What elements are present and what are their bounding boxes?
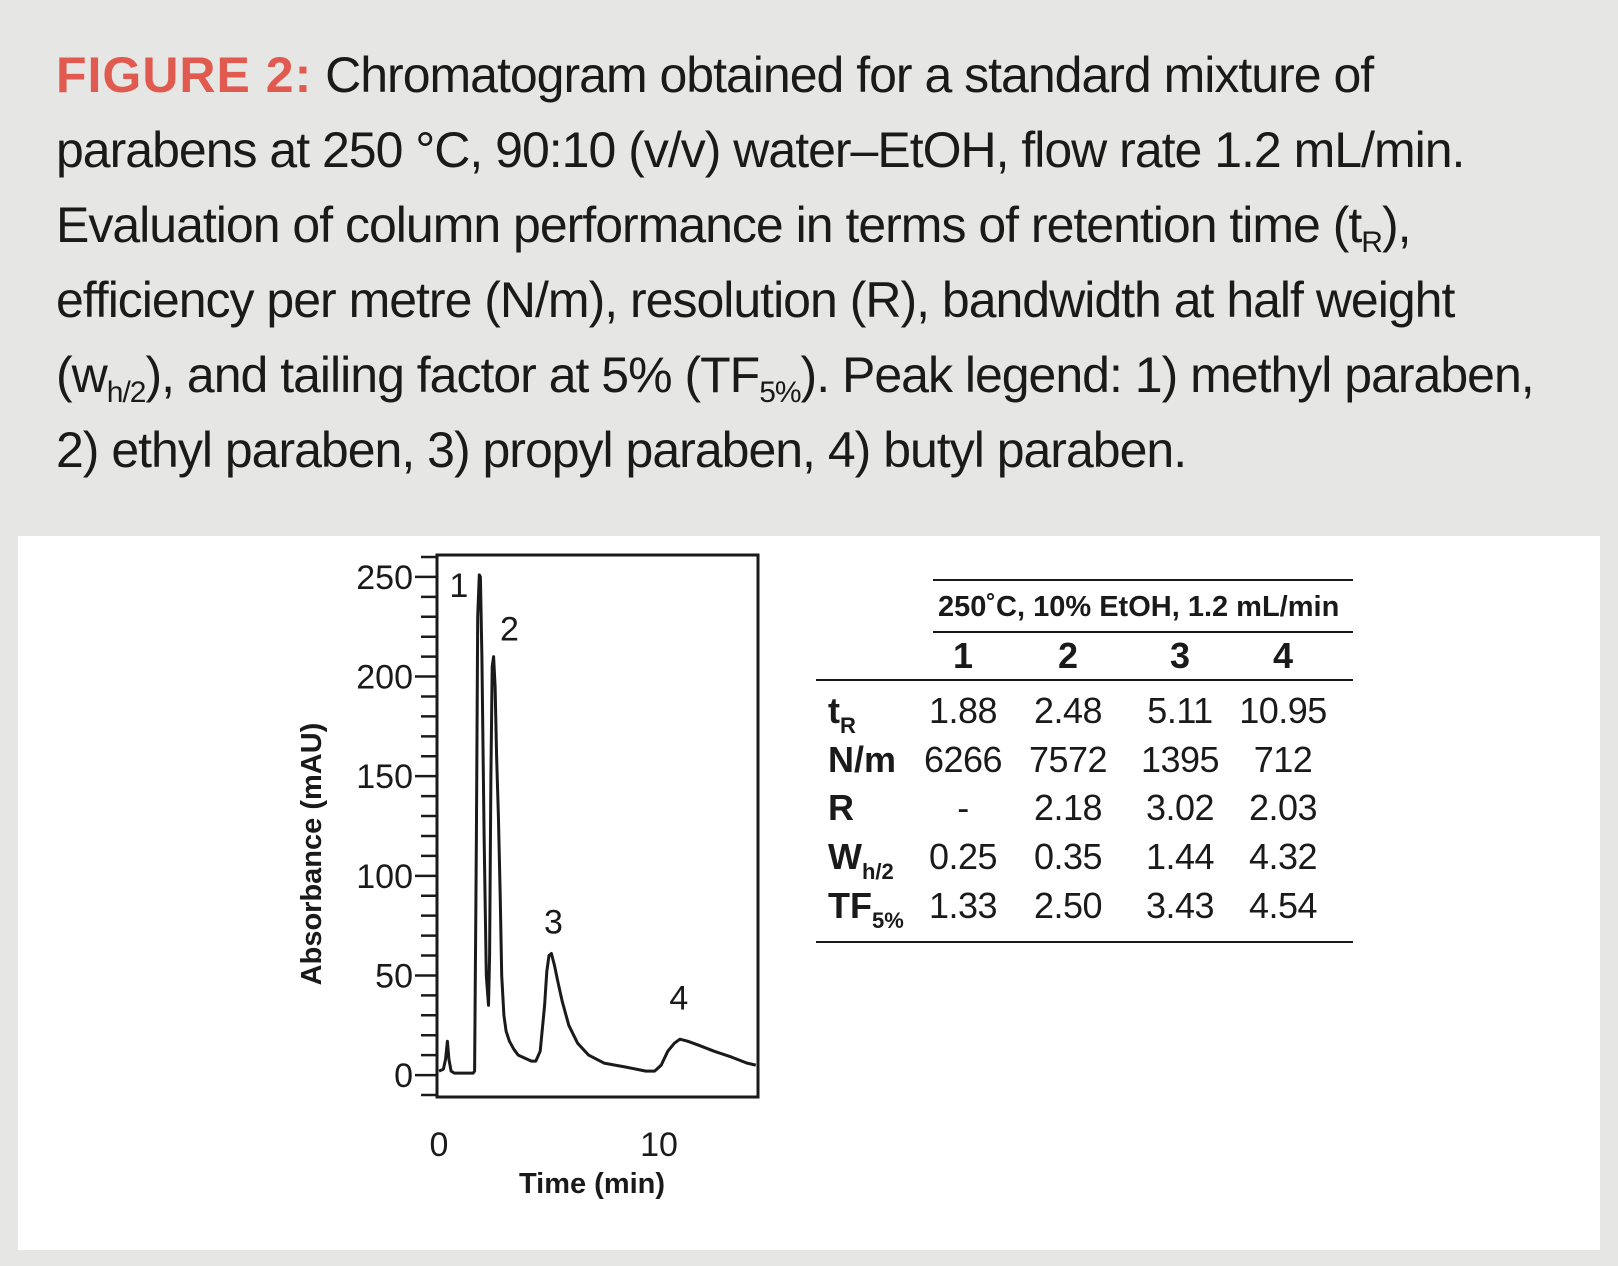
y-tick-label-50: 50 (375, 957, 413, 996)
chromatogram-trace (439, 575, 756, 1073)
caption-sub-1: R (1361, 226, 1382, 259)
y-minor-ticks (421, 557, 438, 1095)
table-cell: - (957, 787, 969, 828)
column-header-4: 4 (1272, 635, 1294, 676)
table-bottom-rule (816, 941, 1353, 943)
table-header-rule (933, 631, 1353, 633)
peak-label-3: 3 (543, 903, 563, 942)
peak-label-2: 2 (499, 610, 519, 649)
table-cell: 1.44 (1145, 836, 1215, 877)
caption-text-1: Chromatogram obtained for a standard mixture of parabens at 250 °C, 90:10 (v/v) water–EtOH, flow rate 1.2 mL/min. Evaluation of column performance in terms of retention time (t (56, 47, 1465, 253)
y-tick-label-100: 100 (356, 857, 413, 896)
y-tick-label-0: 0 (394, 1057, 413, 1096)
caption-text-4: ). Peak legend: 1) methyl paraben, 2) ethyl paraben, 3) propyl paraben, 4) butyl paraben. (56, 347, 1534, 478)
table-header: 250˚C, 10% EtOH, 1.2 mL/min (938, 591, 1340, 623)
table-cell: 2.48 (1033, 690, 1103, 731)
row-label-text: R (828, 787, 854, 828)
caption-sub-3: 5% (759, 376, 801, 409)
table-cell: 10.95 (1239, 690, 1327, 731)
table-cell: 2.03 (1248, 787, 1318, 828)
column-header-3: 3 (1169, 635, 1191, 676)
table-cell: 1.33 (928, 885, 998, 926)
caption-text-2: ), efficiency per metre (N/m), resolution (R), bandwidth at half weight (w (56, 197, 1455, 403)
row-label-text: t (828, 690, 840, 731)
column-header-1: 1 (952, 635, 974, 676)
row-label-subscript: R (840, 713, 856, 738)
row-label (828, 884, 904, 933)
table-cell: 0.25 (928, 836, 998, 877)
table-cell: 712 (1253, 739, 1313, 780)
x-axis-label: Time (min) (518, 1168, 666, 1200)
table-cell: 3.43 (1145, 885, 1215, 926)
table-cell: 1.88 (928, 690, 998, 731)
table-cell: 5.11 (1147, 690, 1213, 731)
table-cell: 2.18 (1033, 787, 1103, 828)
row-label-text: TF (828, 885, 872, 926)
table-cell: 7572 (1028, 739, 1108, 780)
x-tick-label-0: 0 (429, 1126, 449, 1164)
table-cell: 0.35 (1033, 836, 1103, 877)
table-cell: 3.02 (1145, 787, 1215, 828)
table-cell: 4.32 (1248, 836, 1318, 877)
caption-text-3: ), and tailing factor at 5% (TF (145, 347, 760, 403)
y-tick-label-200: 200 (356, 658, 413, 697)
row-label-text: N/m (828, 739, 897, 780)
table-top-rule (933, 579, 1353, 581)
caption-sub-2: h/2 (106, 376, 146, 409)
table-cell: 6266 (923, 739, 1003, 780)
row-label (828, 689, 856, 738)
row-label-text: W (828, 836, 862, 877)
figure-label: FIGURE 2: (56, 47, 313, 103)
row-label-subscript: 5% (871, 908, 904, 933)
table-cell: 4.54 (1248, 885, 1318, 926)
x-tick-label-10: 10 (640, 1126, 678, 1164)
table-column-rule (816, 679, 1353, 681)
row-label (828, 786, 854, 830)
figure-caption (56, 38, 1576, 488)
y-tick-label-150: 150 (356, 758, 413, 797)
table-cell: 1395 (1140, 739, 1220, 780)
figure-panel (18, 536, 1600, 1250)
x-axis-ticks (430, 1126, 678, 1164)
chromatogram-chart (18, 536, 818, 1250)
row-label-subscript: h/2 (861, 859, 894, 884)
column-header-2: 2 (1057, 635, 1079, 676)
row-label (828, 738, 896, 782)
table-cell: 2.50 (1033, 885, 1103, 926)
y-tick-label-250: 250 (356, 558, 413, 597)
peak-label-1: 1 (449, 566, 469, 605)
peak-label-4: 4 (669, 979, 689, 1018)
row-label (828, 835, 894, 884)
y-axis-label: Absorbance (mAU) (296, 722, 328, 986)
